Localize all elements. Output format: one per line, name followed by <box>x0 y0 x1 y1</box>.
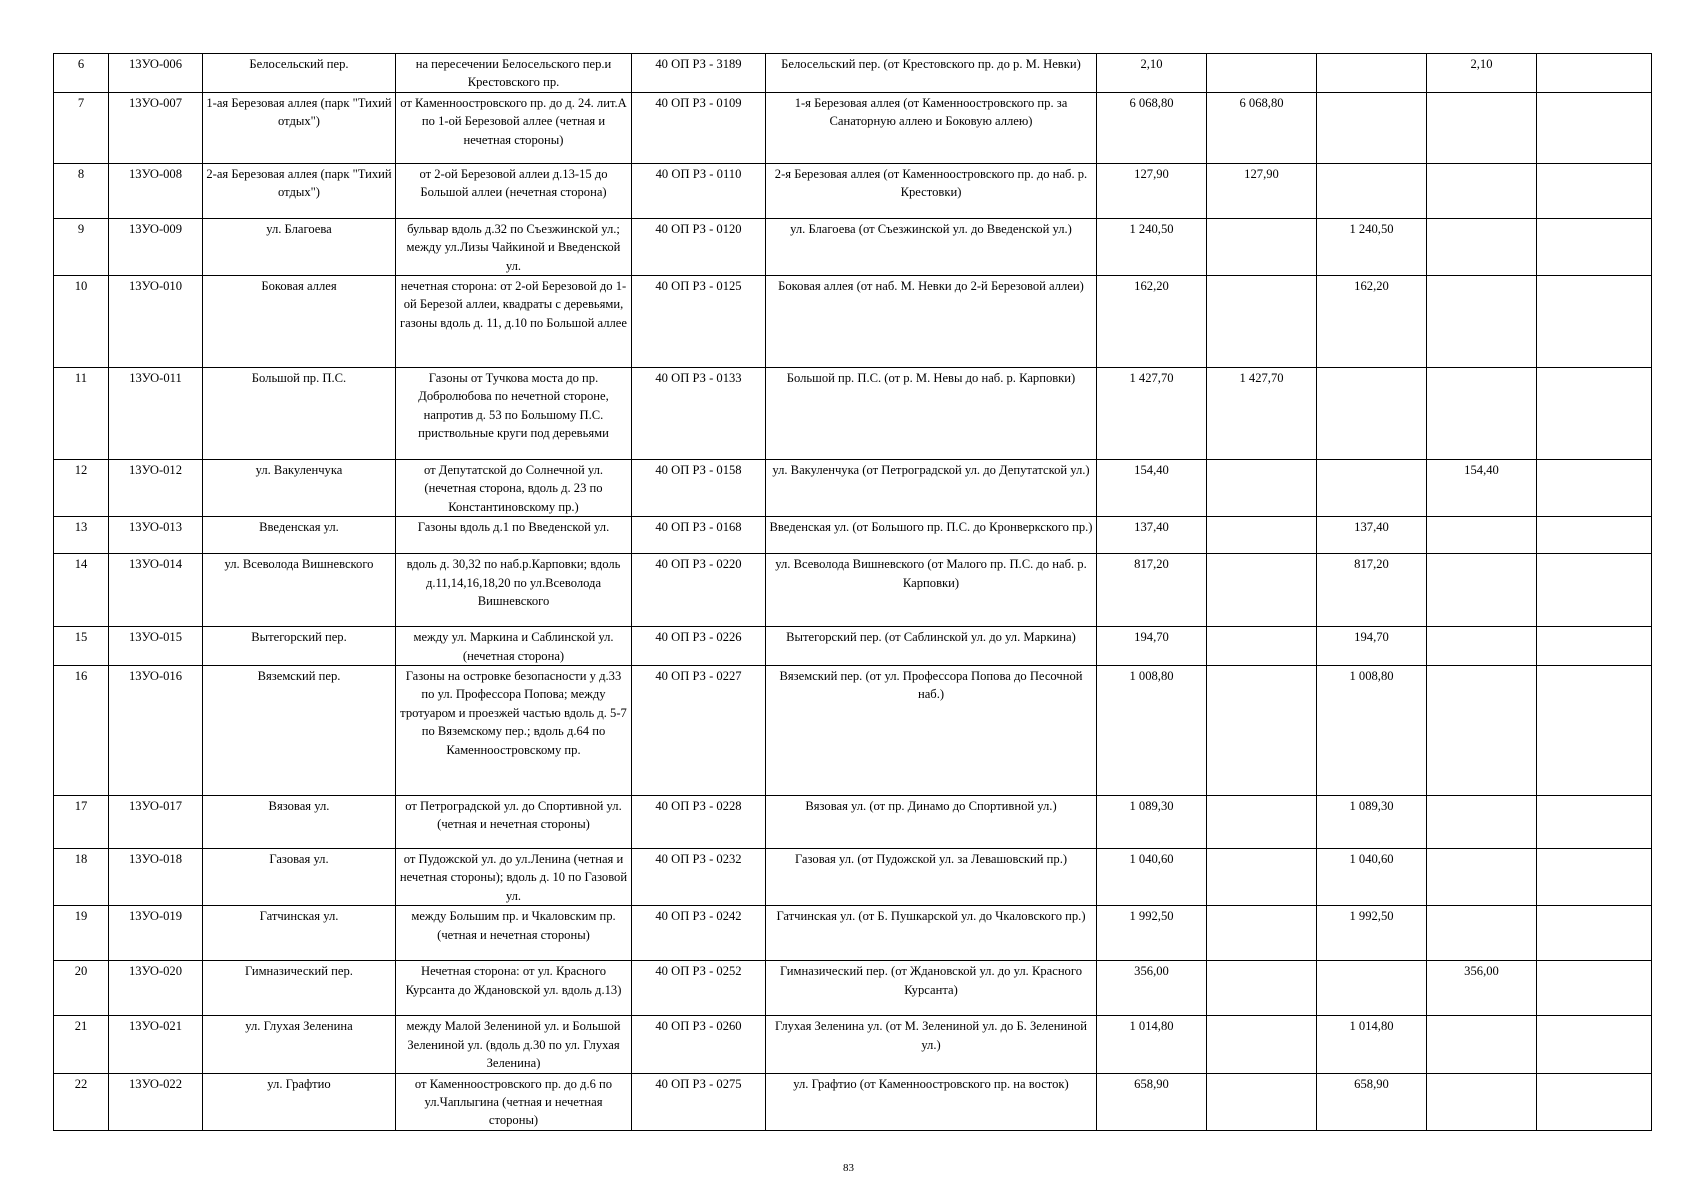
object-code-cell: 13УО-016 <box>109 666 203 796</box>
area-column-2-cell: 1 992,50 <box>1317 906 1427 961</box>
road-description-cell: 1-я Березовая аллея (от Каменноостровского пр. за Санаторную аллею и Боковую аллею) <box>766 92 1097 163</box>
area-column-2-cell <box>1317 54 1427 93</box>
area-column-3-cell <box>1427 92 1537 163</box>
road-description-cell: Глухая Зеленина ул. (от М. Зелениной ул. до Б. Зелениной ул.) <box>766 1016 1097 1073</box>
road-code-cell: 40 ОП РЗ - 0125 <box>632 276 766 368</box>
area-column-2-cell: 1 008,80 <box>1317 666 1427 796</box>
area-column-3-cell <box>1427 517 1537 554</box>
total-area-cell: 162,20 <box>1097 276 1207 368</box>
object-name-cell: Боковая аллея <box>203 276 396 368</box>
object-name-cell: ул. Глухая Зеленина <box>203 1016 396 1073</box>
area-column-1-cell <box>1207 666 1317 796</box>
area-column-3-cell <box>1427 163 1537 218</box>
area-column-3-cell: 2,10 <box>1427 54 1537 93</box>
object-code-cell: 13УО-007 <box>109 92 203 163</box>
total-area-cell: 1 008,80 <box>1097 666 1207 796</box>
table-row <box>54 849 1652 906</box>
object-name-cell: Вытегорский пер. <box>203 627 396 666</box>
table-row <box>54 276 1652 368</box>
object-name-cell: ул. Вакуленчука <box>203 460 396 517</box>
area-column-4-cell <box>1537 517 1652 554</box>
area-column-1-cell <box>1207 218 1317 275</box>
area-description-cell: бульвар вдоль д.32 по Съезжинской ул.; между ул.Лизы Чайкиной и Введенской ул. <box>396 218 632 275</box>
area-column-2-cell <box>1317 92 1427 163</box>
row-number-cell: 20 <box>54 961 109 1016</box>
area-column-1-cell <box>1207 849 1317 906</box>
row-number-cell: 16 <box>54 666 109 796</box>
area-column-4-cell <box>1537 460 1652 517</box>
greenery-register-table <box>53 53 1652 1131</box>
area-column-2-cell: 194,70 <box>1317 627 1427 666</box>
row-number-cell: 15 <box>54 627 109 666</box>
object-name-cell: Газовая ул. <box>203 849 396 906</box>
total-area-cell: 817,20 <box>1097 554 1207 627</box>
total-area-cell: 658,90 <box>1097 1073 1207 1130</box>
area-column-2-cell <box>1317 163 1427 218</box>
table-row <box>54 961 1652 1016</box>
table-row <box>54 627 1652 666</box>
table-row <box>54 666 1652 796</box>
area-description-cell: вдоль д. 30,32 по наб.р.Карповки; вдоль д.11,14,16,18,20 по ул.Всеволода Вишневского <box>396 554 632 627</box>
area-column-4-cell <box>1537 218 1652 275</box>
area-column-1-cell <box>1207 627 1317 666</box>
area-column-1-cell: 6 068,80 <box>1207 92 1317 163</box>
table-row <box>54 163 1652 218</box>
area-description-cell: Газоны от Тучкова моста до пр. Добролюбова по нечетной стороне, напротив д. 53 по Большому П.С. приствольные круги под деревьями <box>396 368 632 460</box>
road-code-cell: 40 ОП РЗ - 0133 <box>632 368 766 460</box>
area-column-1-cell: 127,90 <box>1207 163 1317 218</box>
area-column-3-cell <box>1427 276 1537 368</box>
road-description-cell: Вытегорский пер. (от Саблинской ул. до ул. Маркина) <box>766 627 1097 666</box>
row-number-cell: 11 <box>54 368 109 460</box>
table-row <box>54 1016 1652 1073</box>
area-column-4-cell <box>1537 666 1652 796</box>
area-column-2-cell: 817,20 <box>1317 554 1427 627</box>
area-description-cell: между ул. Маркина и Саблинской ул. (нечетная сторона) <box>396 627 632 666</box>
table-row <box>54 796 1652 849</box>
area-column-2-cell <box>1317 368 1427 460</box>
row-number-cell: 18 <box>54 849 109 906</box>
total-area-cell: 356,00 <box>1097 961 1207 1016</box>
area-column-3-cell: 154,40 <box>1427 460 1537 517</box>
object-name-cell: Вяземский пер. <box>203 666 396 796</box>
object-code-cell: 13УО-009 <box>109 218 203 275</box>
table-row <box>54 517 1652 554</box>
area-column-1-cell <box>1207 460 1317 517</box>
object-code-cell: 13УО-013 <box>109 517 203 554</box>
area-column-2-cell <box>1317 460 1427 517</box>
row-number-cell: 14 <box>54 554 109 627</box>
total-area-cell: 2,10 <box>1097 54 1207 93</box>
road-code-cell: 40 ОП РЗ - 0252 <box>632 961 766 1016</box>
row-number-cell: 13 <box>54 517 109 554</box>
area-description-cell: от Пудожской ул. до ул.Ленина (четная и нечетная стороны); вдоль д. 10 по Газовой ул. <box>396 849 632 906</box>
object-name-cell: Большой пр. П.С. <box>203 368 396 460</box>
object-name-cell: Гатчинская ул. <box>203 906 396 961</box>
area-column-3-cell <box>1427 554 1537 627</box>
table-row <box>54 218 1652 275</box>
road-code-cell: 40 ОП РЗ - 3189 <box>632 54 766 93</box>
row-number-cell: 22 <box>54 1073 109 1130</box>
row-number-cell: 12 <box>54 460 109 517</box>
total-area-cell: 137,40 <box>1097 517 1207 554</box>
area-column-4-cell <box>1537 627 1652 666</box>
area-column-4-cell <box>1537 368 1652 460</box>
row-number-cell: 17 <box>54 796 109 849</box>
area-column-4-cell <box>1537 92 1652 163</box>
road-code-cell: 40 ОП РЗ - 0168 <box>632 517 766 554</box>
object-code-cell: 13УО-020 <box>109 961 203 1016</box>
object-code-cell: 13УО-008 <box>109 163 203 218</box>
area-description-cell: Газоны на островке безопасности у д.33 по ул. Профессора Попова; между тротуаром и проезжей частью вдоль д. 5-7 по Вяземскому пер.; вдоль д.64 по Каменноостровскому пр. <box>396 666 632 796</box>
area-column-4-cell <box>1537 906 1652 961</box>
area-column-1-cell <box>1207 961 1317 1016</box>
area-column-4-cell <box>1537 849 1652 906</box>
area-column-3-cell <box>1427 1016 1537 1073</box>
object-name-cell: 1-ая Березовая аллея (парк "Тихий отдых") <box>203 92 396 163</box>
object-code-cell: 13УО-019 <box>109 906 203 961</box>
area-description-cell: от Каменноостровского пр. до д.6 по ул.Чаплыгина (четная и нечетная стороны) <box>396 1073 632 1130</box>
table-row <box>54 906 1652 961</box>
road-code-cell: 40 ОП РЗ - 0109 <box>632 92 766 163</box>
area-column-3-cell <box>1427 796 1537 849</box>
table-row <box>54 92 1652 163</box>
road-description-cell: Вязовая ул. (от пр. Динамо до Спортивной ул.) <box>766 796 1097 849</box>
road-description-cell: 2-я Березовая аллея (от Каменноостровского пр. до наб. р. Крестовки) <box>766 163 1097 218</box>
area-column-3-cell <box>1427 627 1537 666</box>
table-row <box>54 460 1652 517</box>
road-description-cell: ул. Вакуленчука (от Петроградской ул. до Депутатской ул.) <box>766 460 1097 517</box>
area-column-1-cell <box>1207 554 1317 627</box>
area-column-2-cell <box>1317 961 1427 1016</box>
road-code-cell: 40 ОП РЗ - 0232 <box>632 849 766 906</box>
area-description-cell: от Петроградской ул. до Спортивной ул.(четная и нечетная стороны) <box>396 796 632 849</box>
area-description-cell: нечетная сторона: от 2-ой Березовой до 1-ой Березой аллеи, квадраты с деревьями, газоны вдоль д. 11, д.10 по Большой аллее <box>396 276 632 368</box>
row-number-cell: 19 <box>54 906 109 961</box>
area-column-4-cell <box>1537 961 1652 1016</box>
total-area-cell: 154,40 <box>1097 460 1207 517</box>
area-column-4-cell <box>1537 1016 1652 1073</box>
area-column-3-cell <box>1427 218 1537 275</box>
total-area-cell: 127,90 <box>1097 163 1207 218</box>
road-description-cell: ул. Благоева (от Съезжинской ул. до Введенской ул.) <box>766 218 1097 275</box>
total-area-cell: 1 427,70 <box>1097 368 1207 460</box>
total-area-cell: 1 040,60 <box>1097 849 1207 906</box>
area-column-1-cell <box>1207 1016 1317 1073</box>
road-code-cell: 40 ОП РЗ - 0110 <box>632 163 766 218</box>
object-name-cell: ул. Графтио <box>203 1073 396 1130</box>
object-name-cell: Введенская ул. <box>203 517 396 554</box>
total-area-cell: 1 014,80 <box>1097 1016 1207 1073</box>
object-name-cell: Белосельский пер. <box>203 54 396 93</box>
area-column-2-cell: 658,90 <box>1317 1073 1427 1130</box>
object-code-cell: 13УО-017 <box>109 796 203 849</box>
area-description-cell: от Депутатской до Солнечной ул. (нечетная сторона, вдоль д. 23 по Константиновскому пр.) <box>396 460 632 517</box>
area-column-2-cell: 1 089,30 <box>1317 796 1427 849</box>
road-description-cell: ул. Графтио (от Каменноостровского пр. на восток) <box>766 1073 1097 1130</box>
object-code-cell: 13УО-022 <box>109 1073 203 1130</box>
road-code-cell: 40 ОП РЗ - 0220 <box>632 554 766 627</box>
area-description-cell: на пересечении Белосельского пер.и Крестовского пр. <box>396 54 632 93</box>
area-description-cell: между Большим пр. и Чкаловским пр.(четная и нечетная стороны) <box>396 906 632 961</box>
road-code-cell: 40 ОП РЗ - 0275 <box>632 1073 766 1130</box>
object-code-cell: 13УО-014 <box>109 554 203 627</box>
object-code-cell: 13УО-006 <box>109 54 203 93</box>
area-column-4-cell <box>1537 796 1652 849</box>
object-code-cell: 13УО-012 <box>109 460 203 517</box>
area-column-2-cell: 137,40 <box>1317 517 1427 554</box>
table-row <box>54 54 1652 93</box>
object-code-cell: 13УО-010 <box>109 276 203 368</box>
road-description-cell: Гимназический пер. (от Ждановской ул. до ул. Красного Курсанта) <box>766 961 1097 1016</box>
road-description-cell: Боковая аллея (от наб. М. Невки до 2-й Березовой аллеи) <box>766 276 1097 368</box>
object-code-cell: 13УО-018 <box>109 849 203 906</box>
object-code-cell: 13УО-021 <box>109 1016 203 1073</box>
area-column-4-cell <box>1537 54 1652 93</box>
road-description-cell: Большой пр. П.С. (от р. М. Невы до наб. р. Карповки) <box>766 368 1097 460</box>
object-code-cell: 13УО-015 <box>109 627 203 666</box>
object-name-cell: Вязовая ул. <box>203 796 396 849</box>
area-description-cell: от 2-ой Березовой аллеи д.13-15 до Большой аллеи (нечетная сторона) <box>396 163 632 218</box>
road-code-cell: 40 ОП РЗ - 0120 <box>632 218 766 275</box>
area-column-1-cell <box>1207 54 1317 93</box>
road-description-cell: Гатчинская ул. (от Б. Пушкарской ул. до Чкаловского пр.) <box>766 906 1097 961</box>
road-description-cell: ул. Всеволода Вишневского (от Малого пр. П.С. до наб. р. Карповки) <box>766 554 1097 627</box>
object-code-cell: 13УО-011 <box>109 368 203 460</box>
area-column-4-cell <box>1537 276 1652 368</box>
area-description-cell: между Малой Зелениной ул. и Большой Зелениной ул. (вдоль д.30 по ул. Глухая Зеленина) <box>396 1016 632 1073</box>
row-number-cell: 9 <box>54 218 109 275</box>
row-number-cell: 8 <box>54 163 109 218</box>
table-row <box>54 1073 1652 1130</box>
row-number-cell: 7 <box>54 92 109 163</box>
area-description-cell: Газоны вдоль д.1 по Введенской ул. <box>396 517 632 554</box>
road-code-cell: 40 ОП РЗ - 0158 <box>632 460 766 517</box>
object-name-cell: ул. Благоева <box>203 218 396 275</box>
road-code-cell: 40 ОП РЗ - 0260 <box>632 1016 766 1073</box>
area-column-2-cell: 1 240,50 <box>1317 218 1427 275</box>
total-area-cell: 6 068,80 <box>1097 92 1207 163</box>
total-area-cell: 194,70 <box>1097 627 1207 666</box>
road-code-cell: 40 ОП РЗ - 0228 <box>632 796 766 849</box>
table-row <box>54 554 1652 627</box>
table-row <box>54 368 1652 460</box>
total-area-cell: 1 240,50 <box>1097 218 1207 275</box>
road-code-cell: 40 ОП РЗ - 0226 <box>632 627 766 666</box>
road-description-cell: Вяземский пер. (от ул. Профессора Попова до Песочной наб.) <box>766 666 1097 796</box>
area-column-2-cell: 162,20 <box>1317 276 1427 368</box>
road-code-cell: 40 ОП РЗ - 0227 <box>632 666 766 796</box>
area-column-4-cell <box>1537 163 1652 218</box>
road-description-cell: Газовая ул. (от Пудожской ул. за Левашовский пр.) <box>766 849 1097 906</box>
area-description-cell: от Каменноостровского пр. до д. 24. лит.А по 1-ой Березовой аллее (четная и нечетная стороны) <box>396 92 632 163</box>
area-column-4-cell <box>1537 1073 1652 1130</box>
road-description-cell: Введенская ул. (от Большого пр. П.С. до Кронверкского пр.) <box>766 517 1097 554</box>
table-body <box>54 54 1652 1131</box>
object-name-cell: ул. Всеволода Вишневского <box>203 554 396 627</box>
road-code-cell: 40 ОП РЗ - 0242 <box>632 906 766 961</box>
road-description-cell: Белосельский пер. (от Крестовского пр. до р. М. Невки) <box>766 54 1097 93</box>
area-column-3-cell <box>1427 849 1537 906</box>
area-column-3-cell <box>1427 666 1537 796</box>
area-column-1-cell <box>1207 906 1317 961</box>
area-column-3-cell <box>1427 1073 1537 1130</box>
total-area-cell: 1 089,30 <box>1097 796 1207 849</box>
row-number-cell: 10 <box>54 276 109 368</box>
area-column-1-cell <box>1207 276 1317 368</box>
area-column-3-cell <box>1427 368 1537 460</box>
area-column-2-cell: 1 040,60 <box>1317 849 1427 906</box>
page-number: 83 <box>843 1162 854 1174</box>
area-column-1-cell <box>1207 796 1317 849</box>
area-description-cell: Нечетная сторона: от ул. Красного Курсанта до Ждановской ул. вдоль д.13) <box>396 961 632 1016</box>
row-number-cell: 6 <box>54 54 109 93</box>
area-column-1-cell <box>1207 1073 1317 1130</box>
object-name-cell: 2-ая Березовая аллея (парк "Тихий отдых") <box>203 163 396 218</box>
area-column-4-cell <box>1537 554 1652 627</box>
area-column-3-cell <box>1427 906 1537 961</box>
total-area-cell: 1 992,50 <box>1097 906 1207 961</box>
area-column-3-cell: 356,00 <box>1427 961 1537 1016</box>
area-column-1-cell <box>1207 517 1317 554</box>
row-number-cell: 21 <box>54 1016 109 1073</box>
area-column-2-cell: 1 014,80 <box>1317 1016 1427 1073</box>
area-column-1-cell: 1 427,70 <box>1207 368 1317 460</box>
object-name-cell: Гимназический пер. <box>203 961 396 1016</box>
